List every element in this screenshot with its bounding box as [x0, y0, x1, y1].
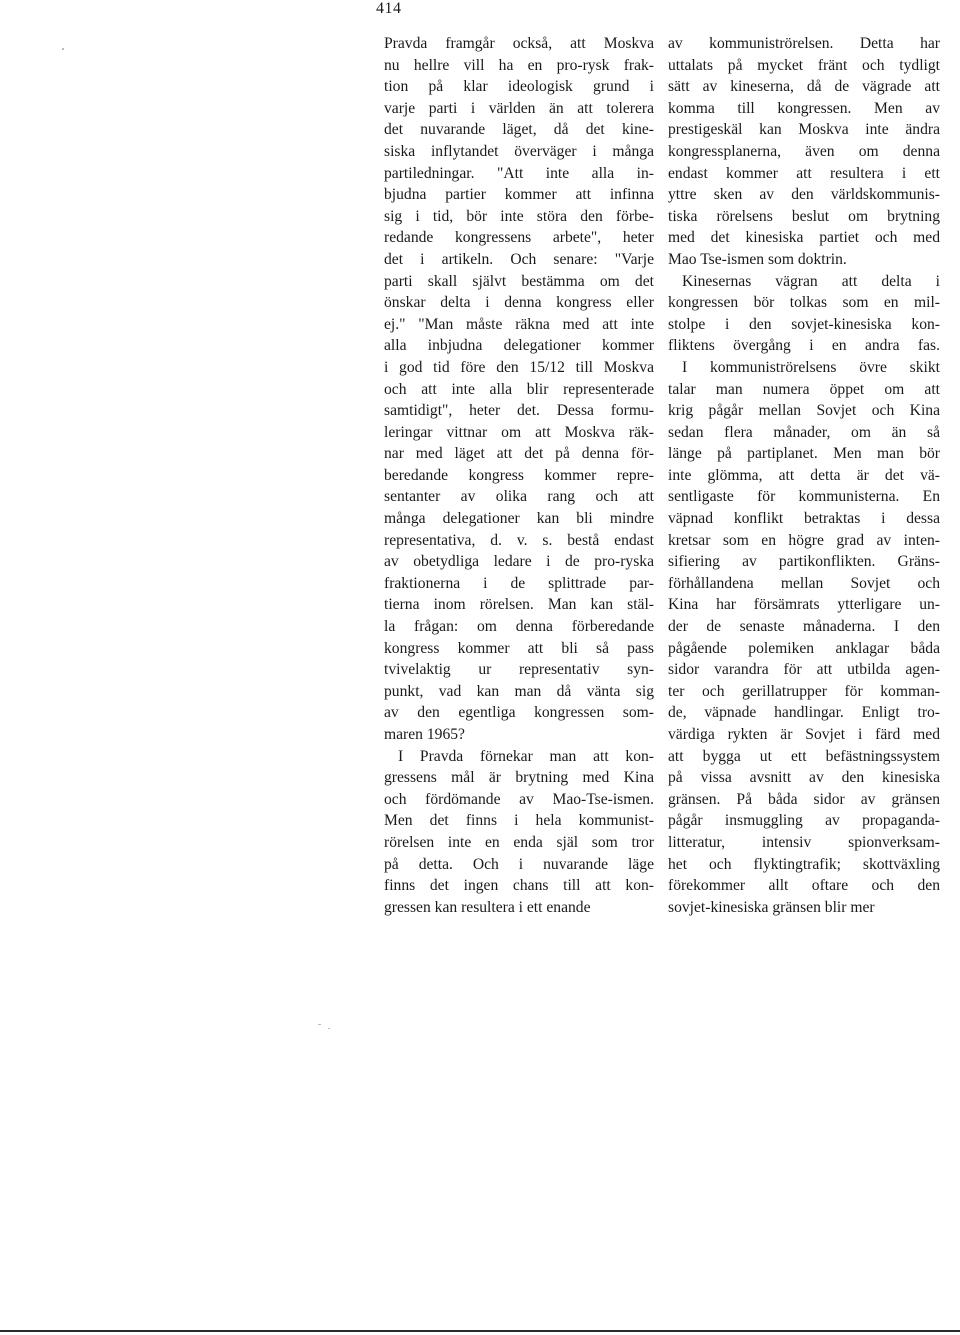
text-line: på detta. Och i nuvarande läge	[384, 855, 654, 873]
text-line: samtidigt", heter det. Dessa formu-	[384, 402, 654, 420]
text-line: yttre sken av den världskommunis-	[668, 186, 940, 204]
text-line: ter och gerillatrupper för komman-	[668, 682, 940, 700]
text-line: parti skall självt bestämma om det	[384, 272, 654, 290]
text-line: siska inflytandet överväger i många	[384, 142, 654, 160]
text-column-right	[668, 33, 940, 918]
text-line: litteratur, intensiv spionverksam-	[668, 833, 940, 851]
text-line: sovjet-kinesiska gränsen blir mer	[668, 898, 875, 916]
scan-speck	[62, 48, 64, 50]
text-line: sätt av kineserna, då de vägrade att	[668, 78, 940, 96]
text-line: värdiga rykten är Sovjet i färd med	[668, 726, 940, 743]
text-line: det nuvarande läget, då det kine-	[384, 121, 654, 139]
text-line: gränsen. På båda sidor av gränsen	[668, 790, 940, 808]
text-line: tiska rörelsens beslut om brytning	[668, 207, 940, 225]
text-line: redande kongressens arbete", heter	[384, 229, 654, 247]
text-line: bjudna partier kommer att infinna	[384, 186, 654, 204]
text-line: la frågan: om denna förberedande	[384, 618, 654, 636]
text-line: nu hellre vill ha en pro-rysk frak-	[384, 56, 654, 74]
text-line: finns det ingen chans till att kon-	[384, 877, 654, 895]
text-line: rörelsen inte en enda själ som tror	[384, 833, 654, 851]
text-line: maren 1965?	[384, 726, 465, 743]
text-line: många delegationer kan bli mindre	[384, 510, 654, 528]
text-line: på vissa avsnitt av den kinesiska	[668, 769, 940, 787]
text-line: prestigeskäl kan Moskva inte ändra	[668, 121, 940, 139]
text-line: representativa, d. v. s. bestå endast	[384, 531, 654, 549]
scan-speck	[328, 1028, 330, 1029]
text-line: förhållandena mellan Sovjet och	[668, 574, 940, 592]
text-line: länge på partiplanet. Men man bör	[668, 445, 940, 463]
text-line: sentanter av olika rang och att	[384, 488, 654, 506]
text-line: väpnad konflikt betraktas i dessa	[668, 510, 940, 528]
text-line: partiledningar. "Att inte alla in-	[384, 164, 654, 182]
text-line: kongress kommer att bli så pass	[384, 639, 654, 657]
text-line: tierna inom rörelsen. Man kan stäl-	[384, 596, 654, 614]
text-line: I kommuniströrelsens övre skikt	[682, 358, 940, 376]
text-line: kretsar som en högre grad av inten-	[668, 531, 940, 549]
text-line: gressens mål är brytning med Kina	[384, 769, 654, 787]
text-line: stolpe i den sovjet-kinesiska kon-	[668, 315, 940, 333]
text-line: i god tid före den 15/12 till Moskva	[384, 358, 654, 376]
text-line: Kina har försämrats ytterligare un-	[668, 596, 940, 614]
text-line: Men det finns i hela kommunist-	[384, 812, 654, 830]
text-line: av kommuniströrelsen. Detta har	[668, 35, 940, 52]
text-line: av obetydliga ledare i de pro-ryska	[384, 553, 654, 571]
text-line: sig i tid, bör inte störa den förbe-	[384, 207, 654, 225]
text-line: tvivelaktig ur representativ syn-	[384, 661, 654, 679]
text-line: pågående polemiken anklagar båda	[668, 639, 940, 657]
text-line: kongressen bör tolkas som en mil-	[668, 294, 940, 312]
page-number: 414	[376, 0, 402, 17]
text-line: och fördömande av Mao-Tse-ismen.	[384, 790, 654, 808]
text-line: och att inte alla blir representerade	[384, 380, 654, 398]
text-line: krig pågår mellan Sovjet och Kina	[668, 402, 940, 420]
text-line: leringar vittnar om att Moskva räk-	[384, 423, 654, 441]
text-line: I Pravda förnekar man att kon-	[398, 747, 654, 765]
text-line: sedan flera månader, om än så	[668, 423, 940, 441]
text-line: de, väpnade handlingar. Enligt tro-	[668, 704, 940, 722]
text-line: komma till kongressen. Men av	[668, 99, 940, 117]
text-line: sentligaste för kommunisterna. En	[668, 488, 940, 506]
text-line: Kinesernas vägran att delta i	[682, 272, 940, 290]
text-line: Pravda framgår också, att Moskva	[384, 35, 654, 52]
text-line: punkt, vad kan man då vänta sig	[384, 682, 654, 700]
text-line: ej." "Man måste räkna med att inte	[384, 315, 654, 333]
text-line: det i artikeln. Och senare: "Varje	[384, 250, 654, 268]
text-line: uttalats på mycket fränt och tydligt	[668, 56, 940, 74]
text-line: av den egentliga kongressen som-	[384, 704, 654, 722]
text-line: att bygga ut ett befästningssystem	[668, 747, 940, 765]
text-line: fraktionerna i de splittrade par-	[384, 574, 654, 592]
text-line: endast kommer att resultera i ett	[668, 164, 940, 182]
scan-speck	[318, 1024, 321, 1025]
text-line: fliktens övergång i en andra fas.	[668, 337, 940, 355]
text-line: varje parti i världen än att tolerera	[384, 99, 654, 117]
text-column-left	[384, 33, 654, 918]
text-line: nar med läget att det på denna för-	[384, 445, 654, 463]
text-line: pågår insmuggling av propaganda-	[668, 812, 940, 830]
text-line: beredande kongress kommer repre-	[384, 466, 654, 484]
text-line: het och flyktingtrafik; skottväxling	[668, 855, 940, 873]
text-line: Mao Tse-ismen som doktrin.	[668, 250, 847, 268]
text-line: med det kinesiska partiet och med	[668, 229, 940, 247]
text-line: sidor varandra för att utbilda agen-	[668, 661, 940, 679]
text-line: der de senaste månaderna. I den	[668, 618, 940, 636]
text-line: tion på klar ideologisk grund i	[384, 78, 654, 96]
text-line: sifiering av partikonflikten. Gräns-	[668, 553, 940, 571]
text-line: förekommer allt oftare och den	[668, 877, 940, 895]
scan-edge-rule	[0, 1330, 960, 1332]
text-line: alla inbjudna delegationer kommer	[384, 337, 654, 355]
text-line: önskar delta i denna kongress eller	[384, 294, 654, 312]
text-line: gressen kan resultera i ett enande	[384, 898, 591, 916]
text-line: kongressplanerna, även om denna	[668, 142, 940, 160]
text-line: talar man numera öppet om att	[668, 380, 940, 398]
text-line: inte glömma, att detta är det vä-	[668, 466, 940, 484]
